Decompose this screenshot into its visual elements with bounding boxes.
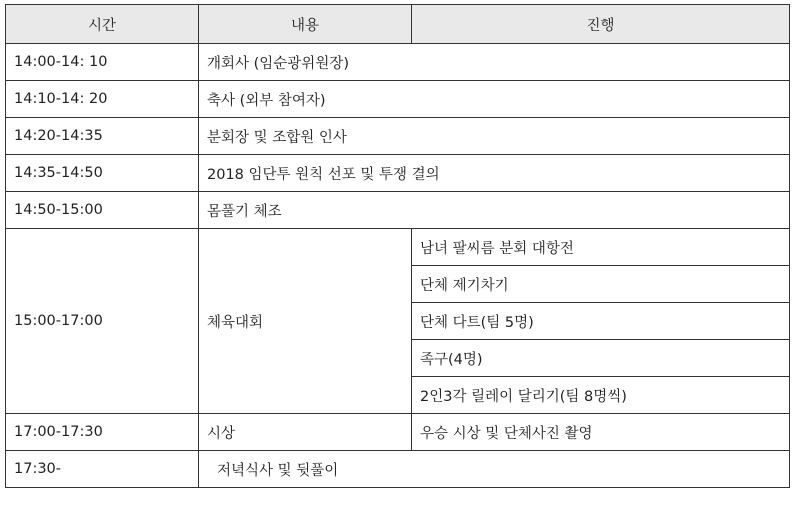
progress-cell: 우승 시상 및 단체사진 촬영 bbox=[412, 414, 790, 451]
time-cell: 17:00-17:30 bbox=[6, 414, 199, 451]
content-cell: 2018 임단투 원칙 선포 및 투쟁 결의 bbox=[199, 155, 790, 192]
header-content: 내용 bbox=[199, 5, 412, 44]
event-cell: 단체 제기차기 bbox=[412, 266, 790, 303]
time-cell: 14:00-14: 10 bbox=[6, 44, 199, 81]
content-cell: 축사 (외부 참여자) bbox=[199, 81, 790, 118]
time-cell: 17:30- bbox=[6, 451, 199, 488]
time-cell: 15:00-17:00 bbox=[6, 229, 199, 414]
time-cell: 14:50-15:00 bbox=[6, 192, 199, 229]
event-cell: 족구(4명) bbox=[412, 340, 790, 377]
table-row bbox=[6, 44, 790, 81]
content-cell: 시상 bbox=[199, 414, 412, 451]
content-cell: 저녁식사 및 뒷풀이 bbox=[199, 451, 790, 488]
table-row bbox=[6, 118, 790, 155]
table-row bbox=[6, 192, 790, 229]
table-row bbox=[6, 81, 790, 118]
time-cell: 14:20-14:35 bbox=[6, 118, 199, 155]
event-cell: 남녀 팔씨름 분회 대항전 bbox=[412, 229, 790, 266]
schedule-table bbox=[5, 4, 790, 488]
table-row bbox=[6, 155, 790, 192]
content-cell: 몸풀기 체조 bbox=[199, 192, 790, 229]
table-row bbox=[6, 451, 790, 488]
time-cell: 14:10-14: 20 bbox=[6, 81, 199, 118]
header-row bbox=[6, 5, 790, 44]
content-cell: 분회장 및 조합원 인사 bbox=[199, 118, 790, 155]
table-row bbox=[6, 414, 790, 451]
event-cell: 단체 다트(팀 5명) bbox=[412, 303, 790, 340]
content-cell: 체육대회 bbox=[199, 229, 412, 414]
content-cell: 개회사 (임순광위원장) bbox=[199, 44, 790, 81]
table-row bbox=[6, 229, 790, 266]
header-time: 시간 bbox=[6, 5, 199, 44]
time-cell: 14:35-14:50 bbox=[6, 155, 199, 192]
event-cell: 2인3각 릴레이 달리기(팀 8명씩) bbox=[412, 377, 790, 414]
header-progress: 진행 bbox=[412, 5, 790, 44]
